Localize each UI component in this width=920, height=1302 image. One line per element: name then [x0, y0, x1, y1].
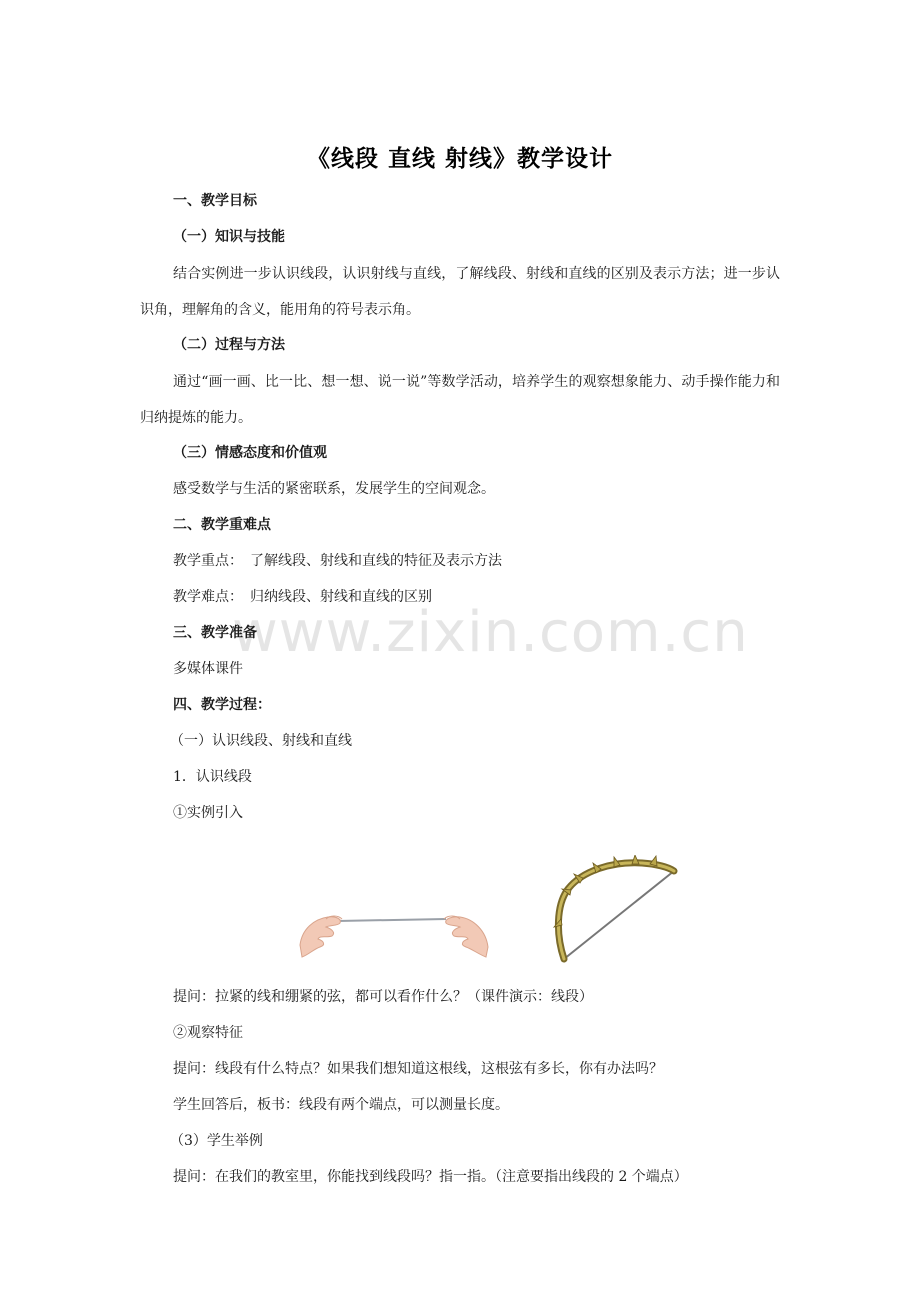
item2-heading: ②观察特征	[173, 1025, 243, 1041]
key-point-text: 教学重点： 了解线段、射线和直线的特征及表示方法	[173, 553, 502, 569]
watermark: www.zixin.com.cn	[232, 600, 749, 665]
section-heading-process: 四、教学过程：	[173, 697, 271, 713]
question-3: 提问：在我们的教室里，你能找到线段吗？指一指。（注意要指出线段的 2 个端点）	[173, 1169, 688, 1185]
left-hand	[300, 916, 342, 957]
string-line	[338, 919, 446, 921]
paragraph-attitude: 感受数学与生活的紧密联系，发展学生的空间观念。	[173, 481, 495, 497]
question-2: 提问：线段有什么特点？如果我们想知道这根线，这根弦有多长，你有办法吗？	[173, 1061, 663, 1077]
document-title: 《线段 直线 射线》教学设计	[306, 146, 613, 172]
preparation-text: 多媒体课件	[173, 661, 243, 677]
student-answer: 学生回答后，板书：线段有两个端点，可以测量长度。	[173, 1097, 509, 1113]
paragraph-process: 通过“画一画、比一比、想一想、说一说”等数学活动，培养学生的观察想象能力、动手操作能力和归纳提炼的能力。	[140, 374, 780, 426]
bow-string	[564, 871, 674, 959]
question-1: 提问：拉紧的线和绷紧的弦，都可以看作什么？（课件演示：线段）	[173, 989, 593, 1005]
section-heading-goals: 一、教学目标	[173, 193, 257, 209]
subheading-knowledge: （一）知识与技能	[173, 229, 285, 245]
paragraph-knowledge: 结合实例进一步认识线段，认识射线与直线，了解线段、射线和直线的区别及表示方法；进一步认识角，理解角的含义，能用角的符号表示角。	[140, 266, 780, 318]
subheading-process: （二）过程与方法	[173, 337, 285, 353]
taut-string-image	[296, 905, 492, 963]
item1-heading: ①实例引入	[173, 805, 243, 821]
section-heading-preparation: 三、教学准备	[173, 625, 257, 641]
difficulty-text: 教学难点： 归纳线段、射线和直线的区别	[173, 589, 432, 605]
item3-heading: （3）学生举例	[170, 1133, 263, 1149]
subheading-attitude: （三）情感态度和价值观	[173, 445, 327, 461]
bow-image	[550, 855, 680, 965]
right-hand	[444, 916, 488, 957]
section-heading-key-points: 二、教学重难点	[173, 517, 271, 533]
step1-heading: 1．认识线段	[173, 769, 252, 785]
part1-heading: （一）认识线段、射线和直线	[170, 733, 352, 749]
